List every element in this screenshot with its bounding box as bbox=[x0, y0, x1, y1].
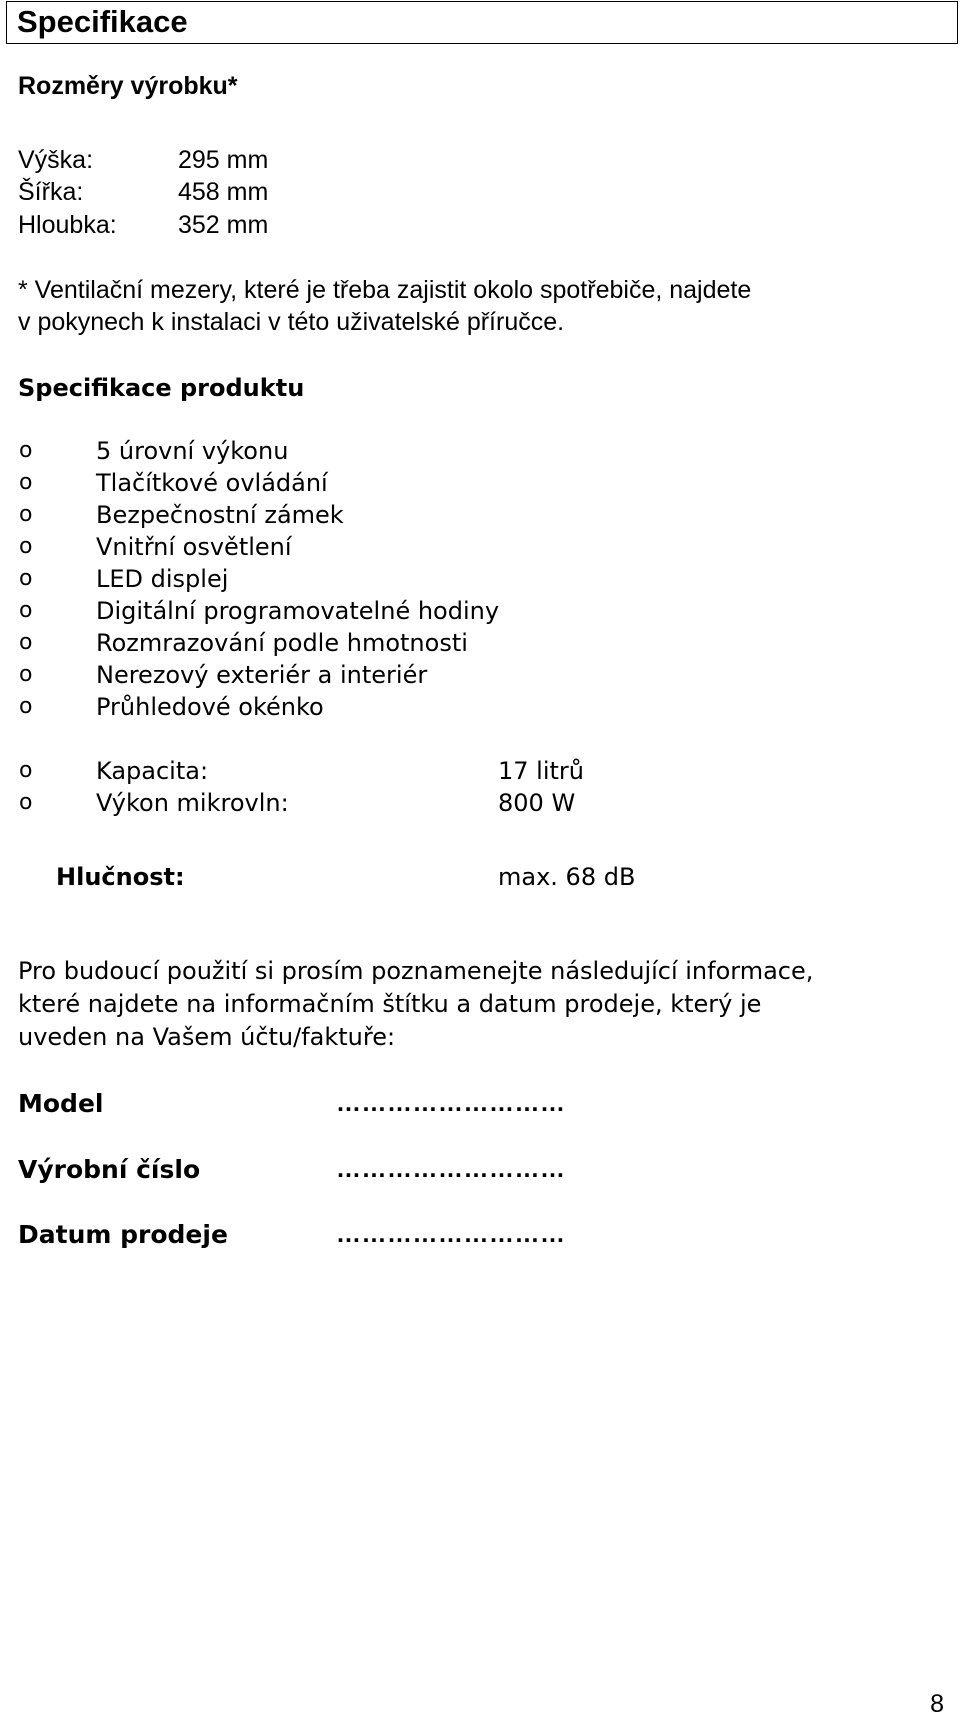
power-value: 800 W bbox=[498, 789, 576, 817]
bullet-icon: o bbox=[19, 566, 33, 591]
height-label: Výška: bbox=[18, 146, 94, 174]
depth-value: 352 mm bbox=[178, 211, 269, 239]
bullet-icon: o bbox=[19, 694, 33, 719]
bullet-icon: o bbox=[19, 758, 33, 783]
info-paragraph-line3: uveden na Vašem účtu/faktuře: bbox=[18, 1023, 396, 1051]
page-title: Specifikace bbox=[17, 4, 188, 39]
bullet-icon: o bbox=[19, 630, 33, 655]
sale-date-label: Datum prodeje bbox=[18, 1220, 228, 1249]
bullet-icon: o bbox=[19, 662, 33, 687]
feature-item: Průhledové okénko bbox=[96, 693, 324, 721]
capacity-value: 17 litrů bbox=[498, 757, 584, 785]
bullet-icon: o bbox=[19, 598, 33, 623]
bullet-icon: o bbox=[19, 534, 33, 559]
noise-label: Hlučnost: bbox=[56, 863, 185, 891]
bullet-icon: o bbox=[19, 502, 33, 527]
power-label: Výkon mikrovln: bbox=[96, 789, 289, 817]
serial-number-blank: ……………………… bbox=[336, 1155, 566, 1183]
height-value: 295 mm bbox=[178, 146, 269, 174]
feature-item: Tlačítkové ovládání bbox=[96, 469, 328, 497]
feature-item: Bezpečnostní zámek bbox=[96, 501, 344, 529]
info-paragraph-line1: Pro budoucí použití si prosím poznamenejte následující informace, bbox=[18, 957, 814, 985]
dimensions-heading: Rozměry výrobku* bbox=[18, 72, 238, 100]
section-header bbox=[6, 1, 958, 44]
feature-item: 5 úrovní výkonu bbox=[96, 437, 289, 465]
bullet-icon: o bbox=[19, 790, 33, 815]
width-label: Šířka: bbox=[18, 178, 84, 206]
feature-item: Vnitřní osvětlení bbox=[96, 533, 292, 561]
model-label: Model bbox=[18, 1089, 104, 1118]
sale-date-blank: ……………………… bbox=[336, 1220, 566, 1248]
depth-label: Hloubka: bbox=[18, 211, 117, 239]
bullet-icon: o bbox=[19, 438, 33, 463]
feature-item: Nerezový exteriér a interiér bbox=[96, 661, 428, 689]
noise-value: max. 68 dB bbox=[498, 863, 636, 891]
feature-item: Rozmrazování podle hmotnosti bbox=[96, 629, 468, 657]
ventilation-note-line1: * Ventilační mezery, které je třeba zajistit okolo spotřebiče, najdete bbox=[18, 276, 752, 304]
width-value: 458 mm bbox=[178, 178, 269, 206]
info-paragraph-line2: které najdete na informačním štítku a datum prodeje, který je bbox=[18, 990, 762, 1018]
feature-item: Digitální programovatelné hodiny bbox=[96, 597, 500, 625]
model-blank: ……………………… bbox=[336, 1089, 566, 1117]
ventilation-note-line2: v pokynech k instalaci v této uživatelské příručce. bbox=[18, 308, 565, 336]
product-spec-heading: Specifikace produktu bbox=[18, 374, 305, 402]
bullet-icon: o bbox=[19, 470, 33, 495]
capacity-label: Kapacita: bbox=[96, 757, 209, 785]
serial-number-label: Výrobní číslo bbox=[18, 1155, 201, 1184]
feature-item: LED displej bbox=[96, 565, 229, 593]
page-number: 8 bbox=[930, 1690, 944, 1718]
